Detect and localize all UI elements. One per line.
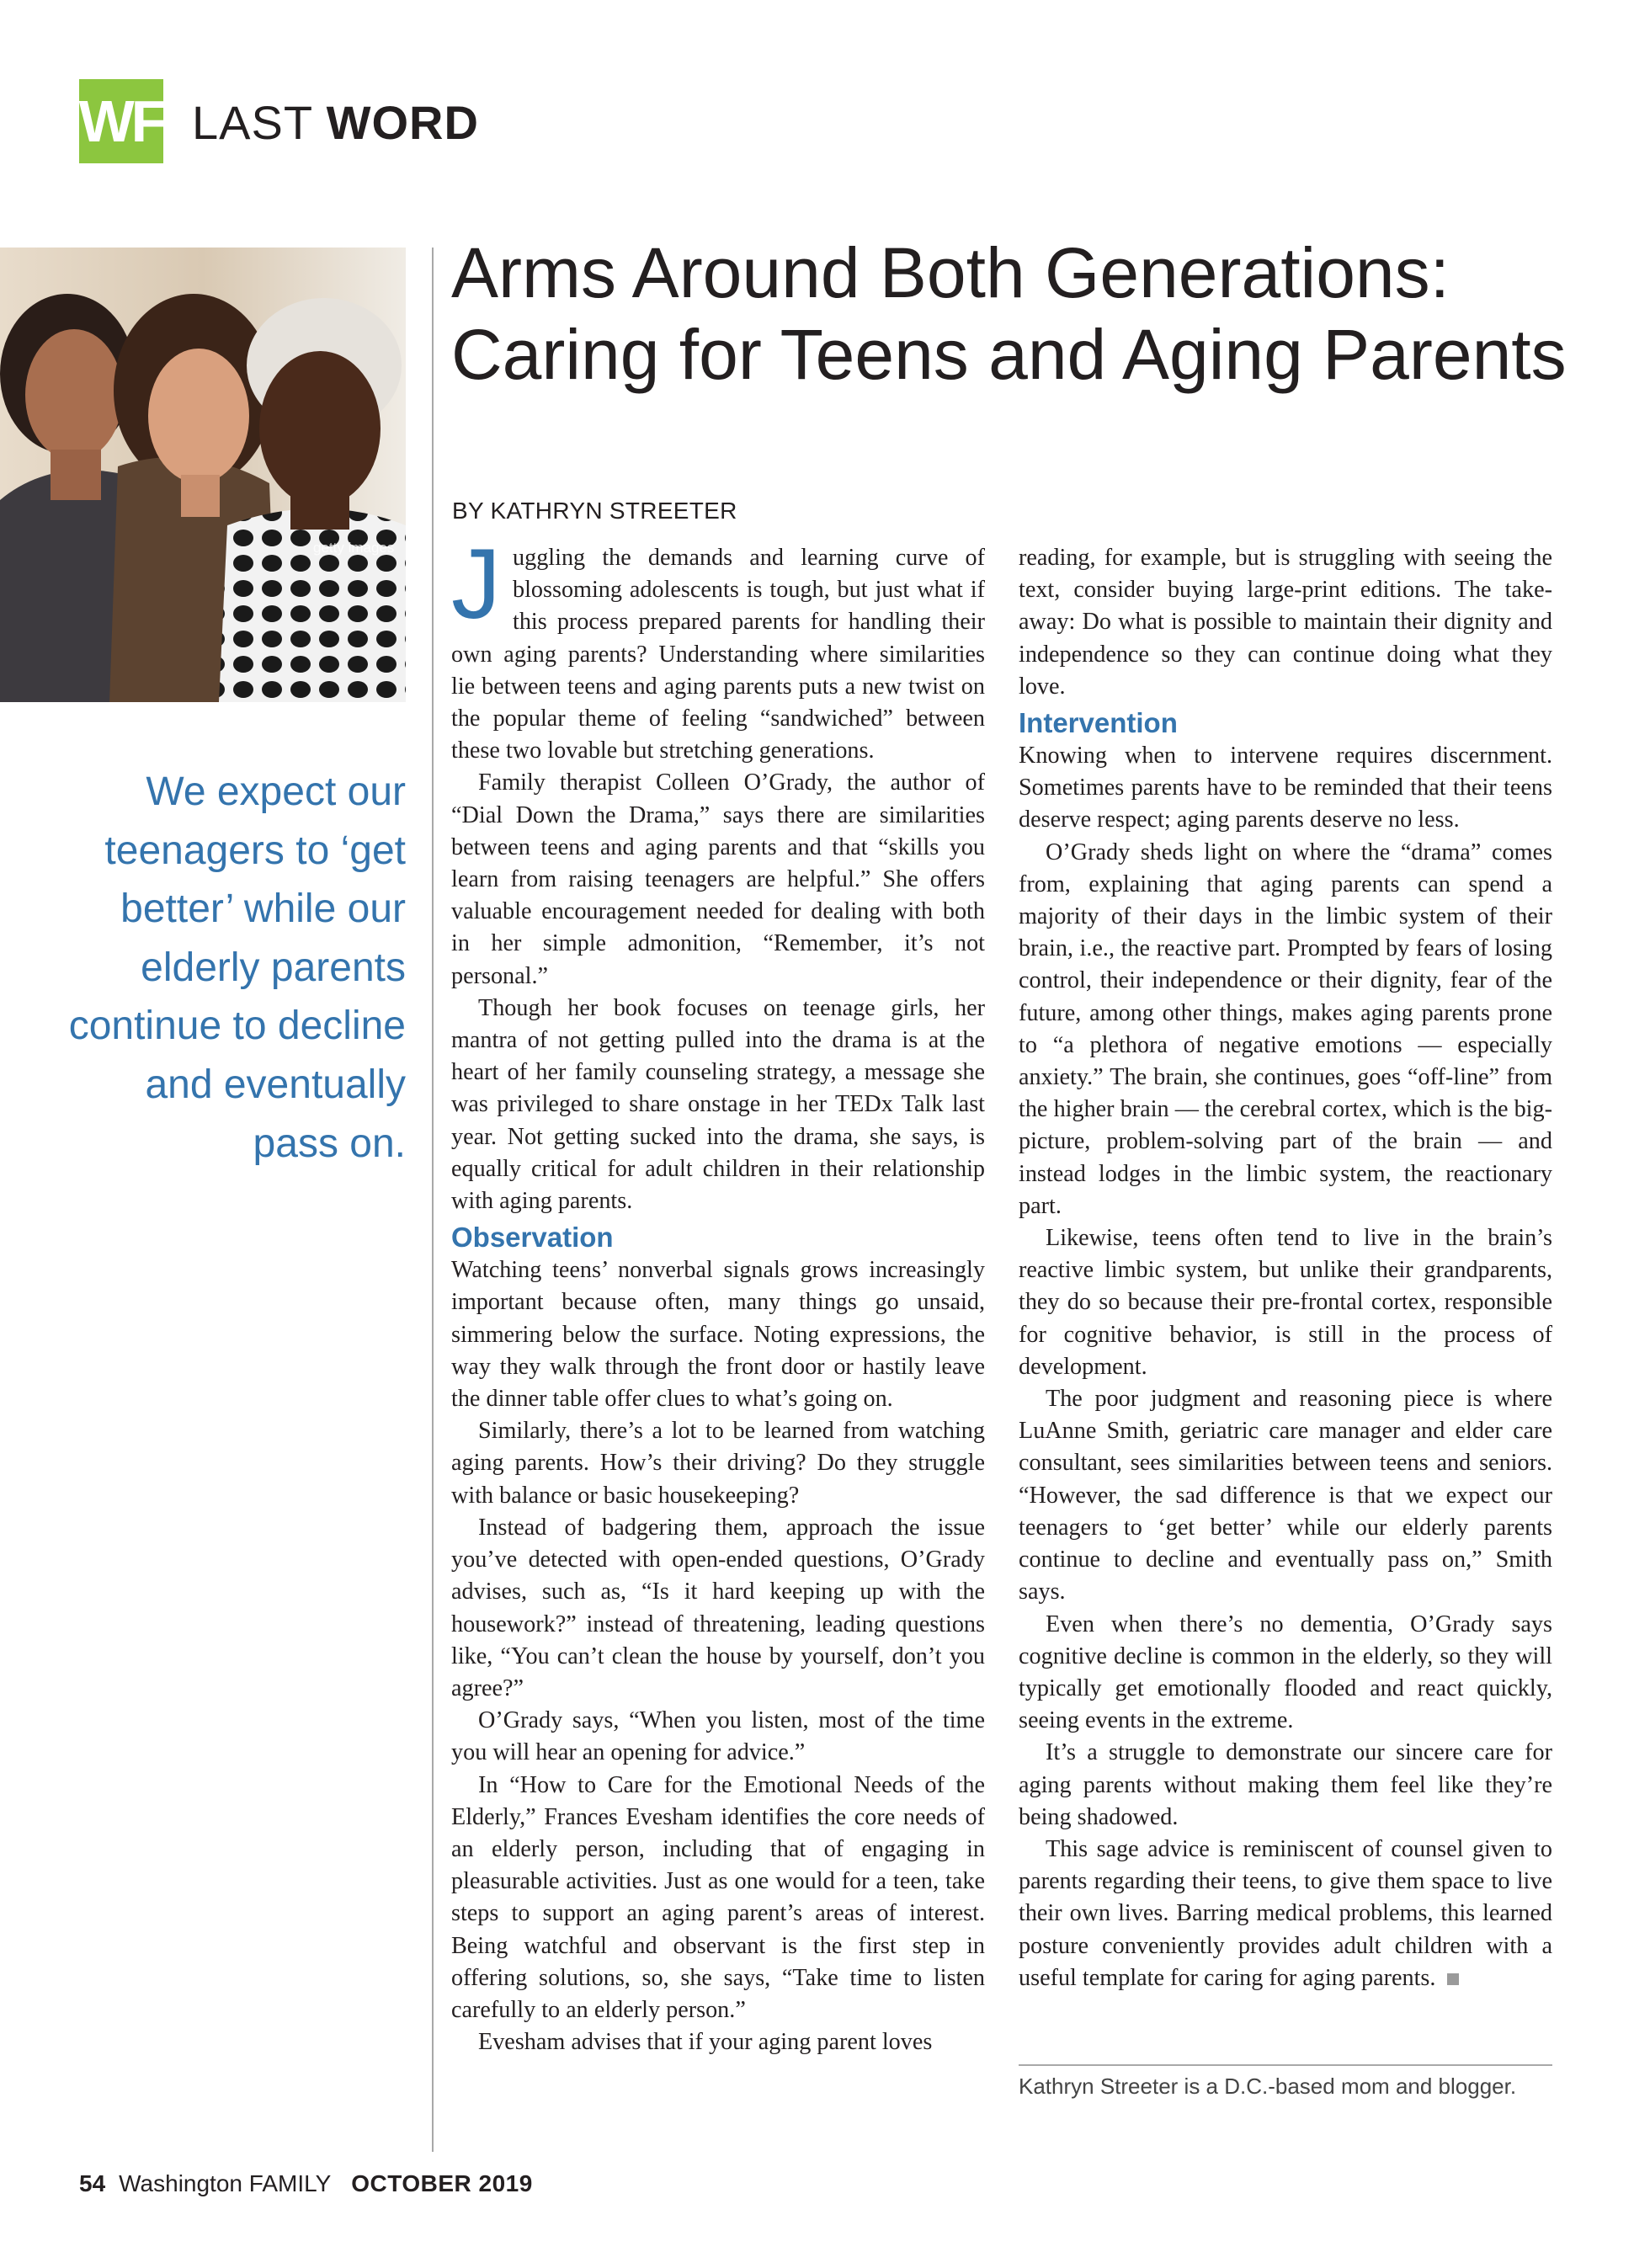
section-title-word-last: LAST	[192, 96, 313, 149]
paragraph: Knowing when to intervene requires discernment. Sometimes parents have to be reminded that their teens deserve respect; aging parents deserve no less.	[1019, 743, 1552, 833]
paragraph: Family therapist Colleen O’Grady, the author of “Dial Down the Drama,” says there are similarities between teens and aging parents and that “skills you learn from raising teenagers are helpful.” She offers valuable encouragement needed for dealing with both in her simple admonition, “Remember, it’s not personal.”	[451, 769, 985, 989]
paragraph: Watching teens’ nonverbal signals grows increasingly important because often, many things go unsaid, simmering below the surface. Noting expressions, the way they walk through the front door or hastily leave the dinner table offer clues to what’s going on.	[451, 1257, 985, 1413]
paragraph: It’s a struggle to demonstrate our sincere care for aging parents without making them feel like they’re being shadowed.	[1019, 1739, 1552, 1830]
paragraph: Similarly, there’s a lot to be learned from watching aging parents. How’s their driving? Do they struggle with balance or basic housekeeping?	[451, 1418, 985, 1509]
paragraph: Evesham advises that if your aging parent loves	[478, 2029, 933, 2056]
paragraph: Though her book focuses on teenage girls, her mantra of not getting pulled into the drama is at the heart of her family counseling strategy, a message she was privileged to share onstage in her TEDx Talk last year. Not getting sucked into the drama, she says, is equally critical for adult children in their relationship with aging parents.	[451, 994, 985, 1215]
paragraph: The poor judgment and reasoning piece is where LuAnne Smith, geriatric care manager and elder care consultant, sees similarities between teens and seniors. “However, the sad difference is that we expect our teenagers to ‘get better’ while our elderly parents continue to decline and eventually pass on,” Smith says.	[1019, 1386, 1552, 1605]
wf-logo	[79, 79, 163, 163]
paragraph: Instead of badgering them, approach the issue you’ve detected with open-ended questions, O’Grady advises, such as, “Is it hard keeping up with the housework?” instead of threatening, leading questions like, “You can’t clean the house by yourself, don’t you agree?”	[451, 1514, 985, 1701]
paragraph: reading, for example, but is struggling with seeing the text, consider buying large-print editions. The take-away: Do what is possible to maintain their dignity and independence so they can continue doing what they love.	[1019, 545, 1552, 700]
paragraph-text: uggling the demands and learning curve of blossoming adolescents is tough, but just what if this process prepared parents for handling their own aging parents? Understanding where similarities lie between teens and aging parents puts a new twist on the popular theme of feeling “sandwiched” between these two lovable but stretching generations.	[451, 545, 985, 764]
paragraph: O’Grady says, “When you listen, most of the time you will hear an opening for advice.”	[451, 1707, 985, 1766]
article-title: Arms Around Both Generations: Caring for Teens and Aging Parents	[451, 233, 1567, 394]
paragraph	[451, 529, 985, 767]
author-bio: Kathryn Streeter is a D.C.-based mom and blogger.	[1019, 2074, 1517, 2099]
paragraph-text: This sage advice is reminiscent of counsel given to parents regarding their teens, to give them space to live their own lives. Barring medical problems, this learned posture conveniently provides adult children with a useful template for caring for aging parents.	[1019, 1835, 1552, 1991]
logo-text: WF	[78, 88, 164, 154]
subheading-intervention: Intervention	[1019, 707, 1178, 739]
column-divider	[432, 248, 434, 2152]
issue-date: OCTOBER 2019	[351, 2170, 533, 2196]
article-column-right	[1019, 542, 1552, 1994]
photo-watermark: getty images	[313, 540, 395, 556]
paragraph	[1019, 1834, 1552, 1994]
three-women-photo-illustration	[0, 248, 406, 702]
paragraph: O’Grady sheds light on where the “drama” comes from, explaining that aging parents can spend a majority of their days in the limbic system of their brain, i.e., the reactive part. Prompted by fears of losing control, their independence or their dignity, fear of the future, among other things, makes aging parents prone to “a plethora of negative emotions — especially anxiety.” The brain, she continues, goes “off-line” from the higher brain — the cerebral cortex, which is the big-picture, problem-solving part of the brain — and instead lodges in the limbic system, the reactionary part.	[1019, 839, 1552, 1219]
bio-divider	[1019, 2064, 1552, 2066]
byline: BY KATHRYN STREETER	[452, 498, 737, 524]
dropcap: J	[451, 529, 501, 640]
pull-quote: We expect our teenagers to ‘get better’ while our elderly parents continue to decline and eventually pass on.	[68, 769, 406, 1166]
paragraph: Even when there’s no dementia, O’Grady says cognitive decline is common in the elderly, so they will typically get emotionally flooded and react quickly, seeing events in the extreme.	[1019, 1610, 1552, 1734]
end-of-article-square-icon	[1447, 1973, 1459, 1985]
section-title	[192, 89, 479, 157]
section-title-word-word: WORD	[326, 96, 479, 149]
page-number: 54	[79, 2170, 106, 2196]
paragraph: In “How to Care for the Emotional Needs of the Elderly,” Frances Evesham identifies the core needs of an elderly person, including that of engaging in pleasurable activities. Just as one would for a teen, take steps to support an aging parent’s areas of interest. Being watchful and observant is the first step in offering solutions, so, she says, “Take time to listen carefully to an elderly person.”	[451, 1771, 985, 2023]
publication-name: Washington FAMILY	[119, 2170, 332, 2196]
article-column-left	[451, 529, 985, 2058]
page-footer	[79, 2169, 533, 2199]
article-photo	[0, 248, 406, 702]
subheading-observation: Observation	[451, 1222, 614, 1254]
paragraph: Likewise, teens often tend to live in the brain’s reactive limbic system, but unlike their grandparents, they do so because their pre-frontal cortex, responsible for cognitive behavior, is still in the process of development.	[1019, 1225, 1552, 1380]
